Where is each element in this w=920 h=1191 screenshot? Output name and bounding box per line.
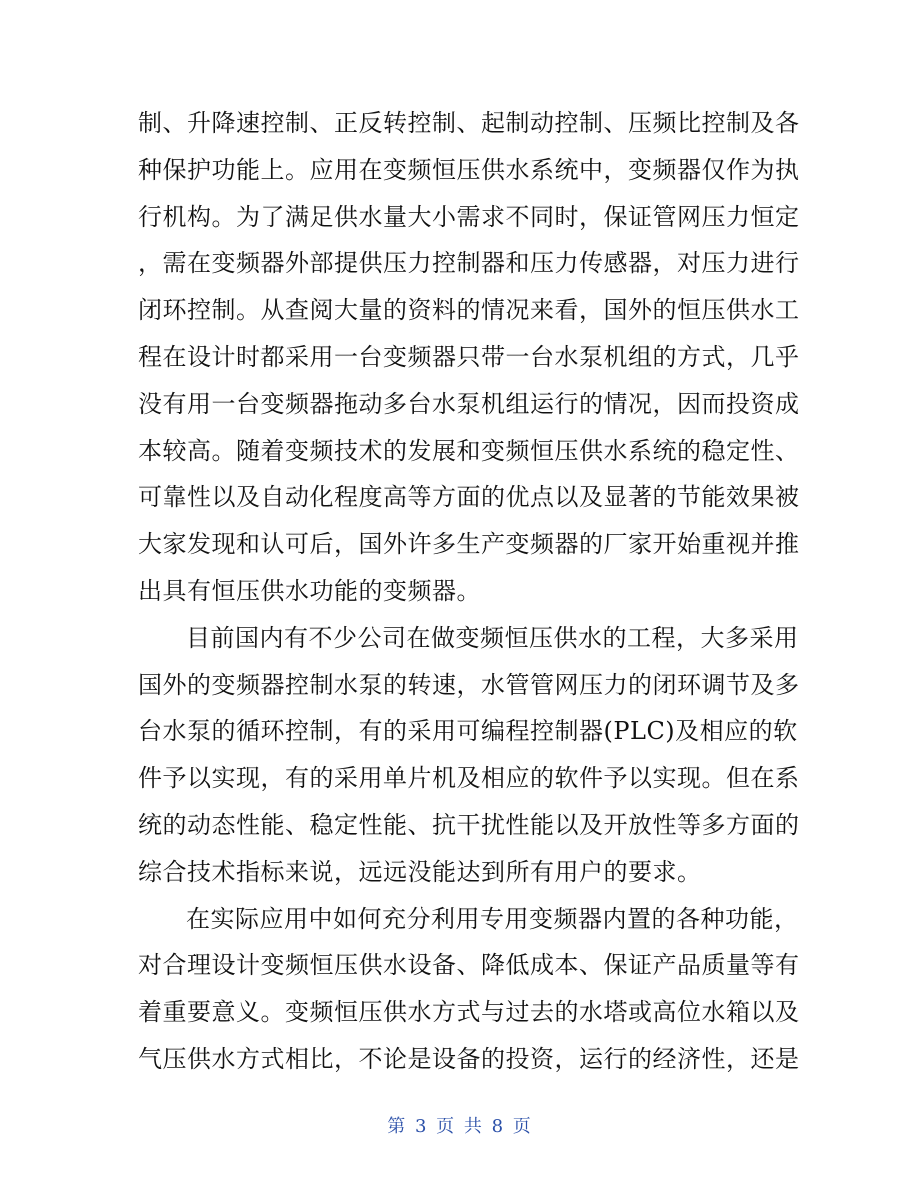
- text-line: 台水泵的循环控制，有的采用可编程控制器(PLC)及相应的软: [138, 717, 798, 746]
- text-line: 行机构。为了满足供水量大小需求不同时，保证管网压力恒定: [138, 202, 800, 231]
- text-line: 出具有恒压供水功能的变频器。: [138, 576, 481, 605]
- paragraph: [138, 896, 800, 1083]
- text-line: 种保护功能上。应用在变频恒压供水系统中，变频器仅作为执: [138, 155, 800, 184]
- body-text: [138, 100, 800, 1083]
- text-line: 目前国内有不少公司在做变频恒压供水的工程，大多采用: [186, 623, 799, 652]
- paragraph: [138, 615, 800, 896]
- text-line: 国外的变频器控制水泵的转速，水管管网压力的闭环调节及多: [138, 670, 800, 699]
- text-line: 对合理设计变频恒压供水设备、降低成本、保证产品质量等有: [138, 951, 800, 980]
- text-line: 统的动态性能、稳定性能、抗干扰性能以及开放性等多方面的: [138, 810, 800, 839]
- text-line: 大家发现和认可后，国外许多生产变频器的厂家开始重视并推: [138, 530, 800, 559]
- text-line: 着重要意义。变频恒压供水方式与过去的水塔或高位水箱以及: [138, 998, 800, 1027]
- text-line: ，需在变频器外部提供压力控制器和压力传感器，对压力进行: [138, 249, 800, 278]
- text-line: 没有用一台变频器拖动多台水泵机组运行的情况，因而投资成: [138, 389, 800, 418]
- text-line: 制、升降速控制、正反转控制、起制动控制、压频比控制及各: [138, 109, 800, 137]
- text-line: 程在设计时都采用一台变频器只带一台水泵机组的方式，几乎: [138, 342, 800, 371]
- text-line: 可靠性以及自动化程度高等方面的优点以及显著的节能效果被: [138, 483, 800, 512]
- text-line: 闭环控制。从查阅大量的资料的情况来看，国外的恒压供水工: [138, 296, 800, 325]
- text-line: 在实际应用中如何充分利用专用变频器内置的各种功能，: [186, 904, 799, 933]
- page-footer: 第 3 页 共 8 页: [387, 1116, 533, 1137]
- text-line: 件予以实现，有的采用单片机及相应的软件予以实现。但在系: [138, 764, 800, 793]
- text-line: 气压供水方式相比，不论是设备的投资，运行的经济性，还是: [138, 1044, 800, 1073]
- paragraph: [138, 100, 800, 615]
- text-line: 本较高。随着变频技术的发展和变频恒压供水系统的稳定性、: [138, 436, 800, 465]
- text-line: 综合技术指标来说，远远没能达到所有用户的要求。: [138, 857, 702, 886]
